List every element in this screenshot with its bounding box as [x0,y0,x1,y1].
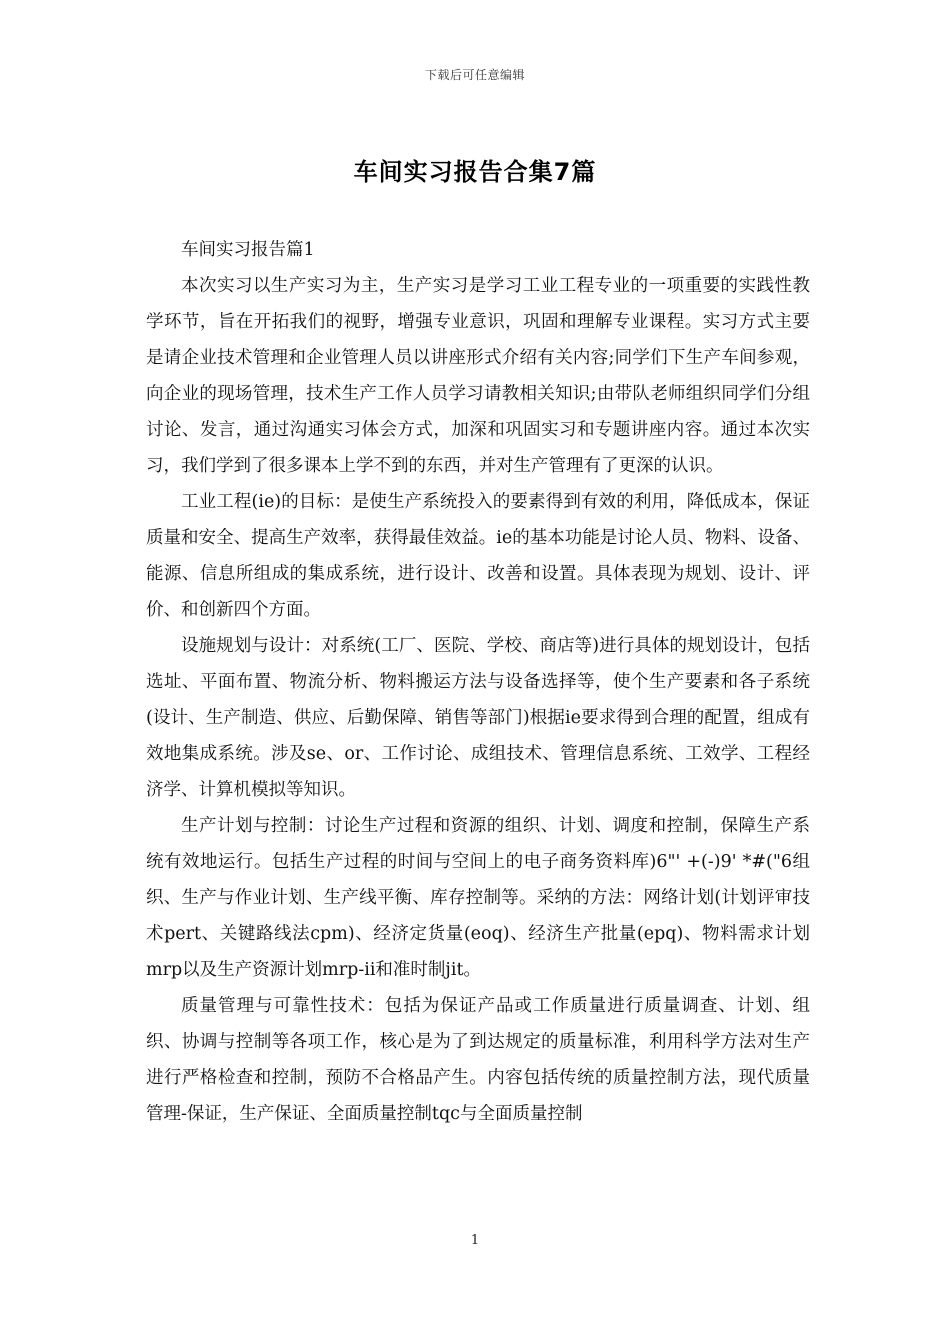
paragraph-ie-goals: 工业工程(ie)的目标：是使生产系统投入的要素得到有效的利用，降低成本，保证质量和安全、提高生产效率，获得最佳效益。ie的基本功能是讨论人员、物料、设备、能源、信息所组成的集成系统，进行设计、改善和设置。具体表现为规划、设计、评价、和创新四个方面。 [146,492,810,620]
page-number: 1 [470,1233,480,1248]
document-title: 车间实习报告合集7篇 [353,158,597,186]
paragraph-production-planning: 生产计划与控制：讨论生产过程和资源的组织、计划、调度和控制，保障生产系统有效地运行。包括生产过程的时间与空间上的电子商务资料库)6"' +(-)9' *#("6组织、生产与作业计划、生产线平衡、库存控制等。采纳的方法：网络计划(计划评审技术pert、关键路线法cpm)、经济定货量(eoq)、经济生产批量(epq)、物料需求计划mrp以及生产资源计划mrp-ii和准时制jit。 [146,816,810,980]
header-note: 下载后可任意编辑 [424,68,525,82]
paragraph-facility-planning: 设施规划与设计：对系统(工厂、医院、学校、商店等)进行具体的规划设计，包括选址、平面布置、物流分析、物料搬运方法与设备选择等，使个生产要素和各子系统(设计、生产制造、供应、后勤保障、销售等部门)根据ie要求得到合理的配置，组成有效地集成系统。涉及se、or、工作讨论、成组技术、管理信息系统、工效学、工程经济学、计算机模拟等知识。 [146,636,810,800]
document-body [146,232,810,1132]
paragraph-quality-management: 质量管理与可靠性技术：包括为保证产品或工作质量进行质量调查、计划、组织、协调与控制等各项工作，核心是为了到达规定的质量标准，利用科学方法对生产进行严格检查和控制，预防不合格品产生。内容包括传统的质量控制方法，现代质量管理-保证，生产保证、全面质量控制tqc与全面质量控制 [146,996,810,1124]
section-heading: 车间实习报告篇1 [181,240,315,260]
paragraph-intro: 本次实习以生产实习为主，生产实习是学习工业工程专业的一项重要的实践性教学环节，旨在开拓我们的视野，增强专业意识，巩固和理解专业课程。实习方式主要是请企业技术管理和企业管理人员以讲座形式介绍有关内容;同学们下生产车间参观，向企业的现场管理，技术生产工作人员学习请教相关知识;由带队老师组织同学们分组讨论、发言，通过沟通实习体会方式，加深和巩固实习和专题讲座内容。通过本次实习，我们学到了很多课本上学不到的东西，并对生产管理有了更深的认识。 [146,276,810,476]
